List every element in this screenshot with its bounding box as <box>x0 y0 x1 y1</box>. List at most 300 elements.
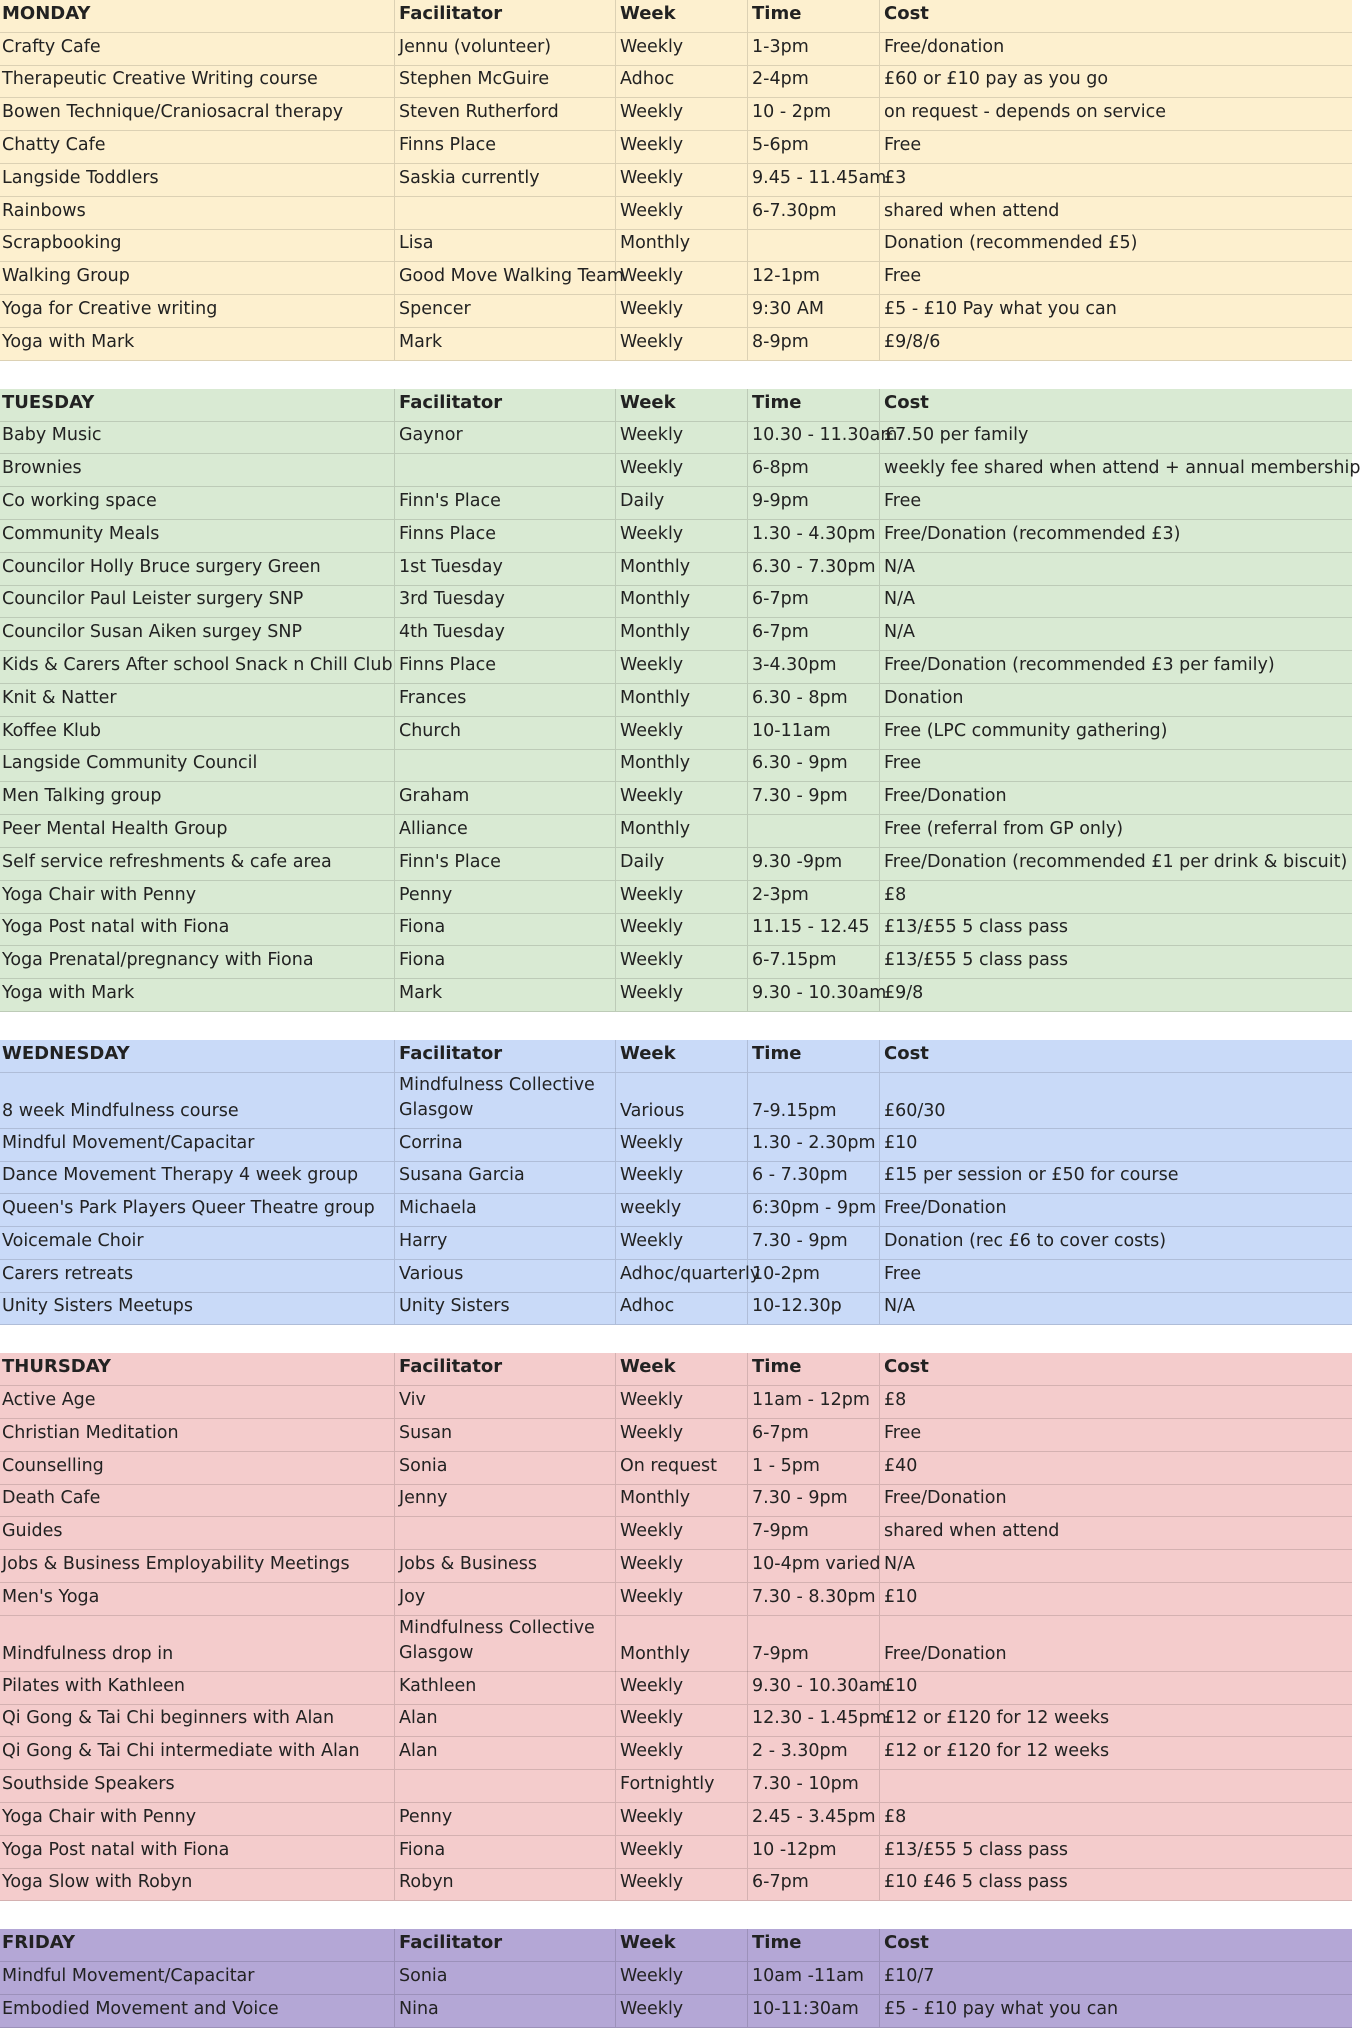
facilitator-cell[interactable] <box>395 848 616 880</box>
week-cell[interactable] <box>616 1672 748 1704</box>
time-cell[interactable] <box>748 1353 880 1385</box>
activity-cell[interactable] <box>0 651 395 683</box>
activity-cell[interactable] <box>0 815 395 847</box>
time-cell[interactable] <box>748 131 880 163</box>
table-row <box>0 230 1352 263</box>
week-text: Fortnightly <box>620 1774 715 1795</box>
time-cell[interactable] <box>748 848 880 880</box>
time-cell[interactable] <box>748 1227 880 1259</box>
facilitator-cell[interactable] <box>395 422 616 454</box>
week-cell[interactable] <box>616 1869 748 1901</box>
activity-cell[interactable] <box>0 454 395 486</box>
time-cell[interactable] <box>748 1040 880 1072</box>
activity-cell[interactable] <box>0 1419 395 1451</box>
facilitator-cell[interactable] <box>395 98 616 130</box>
week-cell[interactable] <box>616 553 748 585</box>
cost-cell[interactable] <box>880 1672 1352 1704</box>
time-cell[interactable] <box>748 33 880 65</box>
activity-cell[interactable] <box>0 328 395 360</box>
time-cell[interactable] <box>748 1583 880 1615</box>
week-cell[interactable] <box>616 651 748 683</box>
cost-cell[interactable] <box>880 1962 1352 1994</box>
time-cell[interactable] <box>748 1162 880 1194</box>
cost-cell[interactable] <box>880 131 1352 163</box>
week-cell[interactable] <box>616 782 748 814</box>
week-cell[interactable] <box>616 618 748 650</box>
time-cell[interactable] <box>748 1517 880 1549</box>
facilitator-cell[interactable] <box>395 717 616 749</box>
time-cell[interactable] <box>748 1293 880 1325</box>
facilitator-cell[interactable] <box>395 1737 616 1769</box>
facilitator-cell[interactable] <box>395 66 616 98</box>
facilitator-cell[interactable] <box>395 1869 616 1901</box>
facilitator-cell[interactable] <box>395 1194 616 1226</box>
time-cell[interactable] <box>748 1995 880 2027</box>
week-cell[interactable] <box>616 1929 748 1961</box>
cost-cell[interactable] <box>880 1616 1352 1672</box>
time-cell[interactable] <box>748 618 880 650</box>
facilitator-cell[interactable] <box>395 1386 616 1418</box>
week-cell[interactable] <box>616 750 748 782</box>
facilitator-cell[interactable] <box>395 1550 616 1582</box>
week-cell[interactable] <box>616 487 748 519</box>
time-cell[interactable] <box>748 914 880 946</box>
cost-cell[interactable] <box>880 389 1352 421</box>
time-cell[interactable] <box>748 1073 880 1129</box>
cost-cell[interactable] <box>880 782 1352 814</box>
time-cell[interactable] <box>748 422 898 454</box>
facilitator-cell[interactable] <box>395 881 616 913</box>
activity-cell[interactable] <box>0 1452 395 1484</box>
time-text: Time <box>752 1932 802 1954</box>
cost-cell[interactable] <box>880 1705 1352 1737</box>
cost-text: £13/£55 5 class pass <box>884 917 1069 938</box>
cost-cell[interactable] <box>880 262 1352 294</box>
time-cell[interactable] <box>748 1770 880 1802</box>
time-cell[interactable] <box>748 1550 880 1582</box>
facilitator-cell[interactable] <box>395 1517 616 1549</box>
cost-cell[interactable] <box>880 520 1352 552</box>
time-cell[interactable] <box>748 262 880 294</box>
cost-cell[interactable] <box>880 1550 1352 1582</box>
cost-cell[interactable] <box>880 98 1352 130</box>
week-cell[interactable] <box>616 295 748 327</box>
facilitator-cell[interactable] <box>395 914 616 946</box>
time-cell[interactable] <box>748 553 880 585</box>
time-cell[interactable] <box>748 1836 880 1868</box>
time-cell[interactable] <box>748 389 880 421</box>
activity-cell[interactable] <box>0 1616 395 1672</box>
activity-cell[interactable] <box>0 1962 395 1994</box>
cost-text: Cost <box>884 1356 929 1378</box>
time-cell[interactable] <box>748 328 880 360</box>
week-cell[interactable] <box>616 1995 748 2027</box>
activity-cell[interactable] <box>0 66 395 98</box>
week-cell[interactable] <box>616 164 748 196</box>
week-cell[interactable] <box>616 1452 748 1484</box>
activity-cell[interactable] <box>0 1705 395 1737</box>
week-cell[interactable] <box>616 454 748 486</box>
facilitator-cell[interactable] <box>395 979 616 1011</box>
activity-cell[interactable] <box>0 946 395 978</box>
cost-cell[interactable] <box>880 1073 1352 1129</box>
week-cell[interactable] <box>616 1737 748 1769</box>
cost-cell[interactable] <box>880 881 1352 913</box>
facilitator-cell[interactable] <box>395 1583 616 1615</box>
week-cell[interactable] <box>616 1583 748 1615</box>
week-cell[interactable] <box>616 684 748 716</box>
activity-cell[interactable] <box>0 0 395 32</box>
time-cell[interactable] <box>748 1705 887 1737</box>
time-cell[interactable] <box>748 230 880 262</box>
activity-cell[interactable] <box>0 1293 395 1325</box>
cost-cell[interactable] <box>880 979 1352 1011</box>
week-cell[interactable] <box>616 1803 748 1835</box>
activity-cell[interactable] <box>0 1929 395 1961</box>
week-cell[interactable] <box>616 586 748 618</box>
week-cell[interactable] <box>616 815 748 847</box>
cost-cell[interactable] <box>880 164 1352 196</box>
activity-cell[interactable] <box>0 164 395 196</box>
week-cell[interactable] <box>616 1962 748 1994</box>
cost-cell[interactable] <box>880 422 1352 454</box>
activity-cell[interactable] <box>0 1227 395 1259</box>
facilitator-cell[interactable] <box>395 197 616 229</box>
time-cell[interactable] <box>748 750 880 782</box>
activity-cell[interactable] <box>0 1386 395 1418</box>
week-cell[interactable] <box>616 1353 748 1385</box>
week-cell[interactable] <box>616 1836 748 1868</box>
activity-cell[interactable] <box>0 520 395 552</box>
activity-cell[interactable] <box>0 1260 395 1292</box>
activity-cell[interactable] <box>0 1353 395 1385</box>
facilitator-cell[interactable] <box>395 1995 616 2027</box>
facilitator-cell[interactable] <box>395 520 616 552</box>
cost-cell[interactable] <box>880 914 1352 946</box>
activity-cell[interactable] <box>0 848 395 880</box>
time-cell[interactable] <box>748 946 880 978</box>
cost-cell[interactable] <box>880 1995 1352 2027</box>
week-cell[interactable] <box>616 1073 748 1129</box>
facilitator-cell[interactable] <box>395 164 616 196</box>
facilitator-cell[interactable] <box>395 1129 616 1161</box>
time-text: 10 - 2pm <box>752 102 831 123</box>
facilitator-cell[interactable] <box>395 0 616 32</box>
week-cell[interactable] <box>616 1705 748 1737</box>
week-cell[interactable] <box>616 1129 748 1161</box>
cost-cell[interactable] <box>880 684 1352 716</box>
facilitator-cell[interactable] <box>395 815 616 847</box>
cost-cell[interactable] <box>880 1737 1352 1769</box>
cost-cell[interactable] <box>880 717 1352 749</box>
week-cell[interactable] <box>616 197 748 229</box>
week-cell[interactable] <box>616 1485 748 1517</box>
cost-cell[interactable] <box>880 586 1352 618</box>
table-row <box>0 66 1352 99</box>
time-cell[interactable] <box>748 1260 880 1292</box>
cost-cell[interactable] <box>880 553 1352 585</box>
time-cell[interactable] <box>748 98 880 130</box>
cost-text: £12 or £120 for 12 weeks <box>884 1741 1110 1762</box>
facilitator-cell[interactable] <box>395 1803 616 1835</box>
cost-cell[interactable] <box>880 618 1352 650</box>
cost-cell[interactable] <box>880 1129 1352 1161</box>
facilitator-cell[interactable] <box>395 1073 616 1129</box>
week-cell[interactable] <box>616 389 748 421</box>
cost-cell[interactable] <box>880 66 1352 98</box>
time-cell[interactable] <box>748 1737 880 1769</box>
cost-cell[interactable] <box>880 1419 1352 1451</box>
activity-cell[interactable] <box>0 295 395 327</box>
week-cell[interactable] <box>616 1386 748 1418</box>
activity-cell[interactable] <box>0 262 395 294</box>
cost-cell[interactable] <box>880 1353 1352 1385</box>
cost-cell[interactable] <box>880 1770 1352 1802</box>
activity-cell[interactable] <box>0 914 395 946</box>
facilitator-cell[interactable] <box>395 1040 616 1072</box>
facilitator-cell[interactable] <box>395 1672 616 1704</box>
week-cell[interactable] <box>616 914 748 946</box>
cost-cell[interactable] <box>880 1162 1352 1194</box>
cost-cell[interactable] <box>880 946 1352 978</box>
cost-cell[interactable] <box>880 1452 1352 1484</box>
week-cell[interactable] <box>616 1293 748 1325</box>
activity-cell[interactable] <box>0 1770 395 1802</box>
cost-cell[interactable] <box>880 1583 1352 1615</box>
activity-text: Queen's Park Players Queer Theatre group <box>2 1198 375 1219</box>
activity-cell[interactable] <box>0 750 395 782</box>
time-cell[interactable] <box>748 1386 880 1418</box>
activity-cell[interactable] <box>0 1129 395 1161</box>
activity-cell[interactable] <box>0 1869 395 1901</box>
activity-cell[interactable] <box>0 684 395 716</box>
activity-cell[interactable] <box>0 782 395 814</box>
time-cell[interactable] <box>748 1672 887 1704</box>
facilitator-cell[interactable] <box>395 1962 616 1994</box>
cost-cell[interactable] <box>880 295 1352 327</box>
time-cell[interactable] <box>748 782 880 814</box>
activity-cell[interactable] <box>0 1995 395 2027</box>
cost-cell[interactable] <box>880 1293 1352 1325</box>
activity-cell[interactable] <box>0 1583 395 1615</box>
time-cell[interactable] <box>748 1452 880 1484</box>
facilitator-cell[interactable] <box>395 618 616 650</box>
time-cell[interactable] <box>748 1803 880 1835</box>
facilitator-cell[interactable] <box>395 328 616 360</box>
time-cell[interactable] <box>748 487 880 519</box>
cost-cell[interactable] <box>880 1869 1352 1901</box>
time-cell[interactable] <box>748 717 880 749</box>
week-cell[interactable] <box>616 328 748 360</box>
time-cell[interactable] <box>748 1194 880 1226</box>
facilitator-cell[interactable] <box>395 262 624 294</box>
activity-cell[interactable] <box>0 33 395 65</box>
week-cell[interactable] <box>616 1419 748 1451</box>
activity-cell[interactable] <box>0 230 395 262</box>
facilitator-cell[interactable] <box>395 1353 616 1385</box>
activity-cell[interactable] <box>0 1836 395 1868</box>
week-cell[interactable] <box>616 1616 748 1672</box>
time-cell[interactable] <box>748 520 880 552</box>
cost-cell[interactable] <box>880 454 1360 486</box>
time-cell[interactable] <box>748 979 887 1011</box>
week-cell[interactable] <box>616 848 748 880</box>
cost-cell[interactable] <box>880 328 1352 360</box>
week-cell[interactable] <box>616 0 748 32</box>
activity-cell[interactable] <box>0 1737 395 1769</box>
cost-cell[interactable] <box>880 1386 1352 1418</box>
facilitator-cell[interactable] <box>395 946 616 978</box>
facilitator-cell[interactable] <box>395 1227 616 1259</box>
activity-text: Peer Mental Health Group <box>2 818 228 839</box>
facilitator-cell[interactable] <box>395 230 616 262</box>
facilitator-cell[interactable] <box>395 454 616 486</box>
time-cell[interactable] <box>748 651 880 683</box>
cost-cell[interactable] <box>880 848 1352 880</box>
time-cell[interactable] <box>748 1419 880 1451</box>
time-cell[interactable] <box>748 881 880 913</box>
cost-text: Free <box>884 753 922 774</box>
activity-cell[interactable] <box>0 487 395 519</box>
activity-cell[interactable] <box>0 1803 395 1835</box>
time-cell[interactable] <box>748 1616 880 1672</box>
week-cell[interactable] <box>616 1770 748 1802</box>
cost-cell[interactable] <box>880 230 1352 262</box>
time-cell[interactable] <box>748 1129 880 1161</box>
cost-cell[interactable] <box>880 487 1352 519</box>
facilitator-cell[interactable] <box>395 1929 616 1961</box>
facilitator-cell[interactable] <box>395 487 616 519</box>
week-cell[interactable] <box>616 66 748 98</box>
activity-cell[interactable] <box>0 979 395 1011</box>
activity-cell[interactable] <box>0 717 395 749</box>
time-cell[interactable] <box>748 454 880 486</box>
cost-cell[interactable] <box>880 0 1352 32</box>
facilitator-cell[interactable] <box>395 1705 616 1737</box>
time-cell[interactable] <box>748 295 880 327</box>
facilitator-cell[interactable] <box>395 1770 616 1802</box>
activity-cell[interactable] <box>0 1550 395 1582</box>
time-cell[interactable] <box>748 0 880 32</box>
facilitator-cell[interactable] <box>395 782 616 814</box>
time-text: 12.30 - 1.45pm <box>752 1708 887 1729</box>
facilitator-cell[interactable] <box>395 1452 616 1484</box>
cost-cell[interactable] <box>880 1836 1352 1868</box>
activity-cell[interactable] <box>0 1194 395 1226</box>
activity-cell[interactable] <box>0 618 395 650</box>
cost-cell[interactable] <box>880 1929 1352 1961</box>
facilitator-cell[interactable] <box>395 1419 616 1451</box>
week-cell[interactable] <box>616 946 748 978</box>
cost-cell[interactable] <box>880 33 1352 65</box>
facilitator-cell[interactable] <box>395 1616 616 1672</box>
cost-cell[interactable] <box>880 1227 1352 1259</box>
facilitator-cell[interactable] <box>395 131 616 163</box>
week-text: Various <box>620 1100 685 1121</box>
week-cell[interactable] <box>616 979 748 1011</box>
facilitator-cell[interactable] <box>395 553 616 585</box>
activity-cell[interactable] <box>0 1517 395 1549</box>
facilitator-cell[interactable] <box>395 295 616 327</box>
time-cell[interactable] <box>748 66 880 98</box>
facilitator-cell[interactable] <box>395 651 616 683</box>
facilitator-cell[interactable] <box>395 1260 616 1292</box>
time-cell[interactable] <box>748 586 880 618</box>
cost-cell[interactable] <box>880 1040 1352 1072</box>
time-cell[interactable] <box>748 684 880 716</box>
activity-cell[interactable] <box>0 131 395 163</box>
facilitator-cell[interactable] <box>395 684 616 716</box>
cost-text: £8 <box>884 1390 907 1411</box>
facilitator-cell[interactable] <box>395 33 616 65</box>
facilitator-cell[interactable] <box>395 586 616 618</box>
activity-cell[interactable] <box>0 197 395 229</box>
facilitator-cell[interactable] <box>395 389 616 421</box>
week-cell[interactable] <box>616 1040 748 1072</box>
week-cell[interactable] <box>616 262 748 294</box>
time-cell[interactable] <box>748 1962 880 1994</box>
week-cell[interactable] <box>616 1162 748 1194</box>
cost-cell[interactable] <box>880 1260 1352 1292</box>
week-cell[interactable] <box>616 1260 761 1292</box>
week-cell[interactable] <box>616 422 748 454</box>
activity-cell[interactable] <box>0 1040 395 1072</box>
cost-cell[interactable] <box>880 1803 1352 1835</box>
activity-cell[interactable] <box>0 881 395 913</box>
week-cell[interactable] <box>616 881 748 913</box>
week-cell[interactable] <box>616 33 748 65</box>
facilitator-cell[interactable] <box>395 1293 616 1325</box>
activity-cell[interactable] <box>0 586 395 618</box>
cost-cell[interactable] <box>880 750 1352 782</box>
time-cell[interactable] <box>748 1869 880 1901</box>
cost-cell[interactable] <box>880 651 1352 683</box>
week-cell[interactable] <box>616 131 748 163</box>
week-cell[interactable] <box>616 230 748 262</box>
time-cell[interactable] <box>748 1929 880 1961</box>
activity-cell[interactable] <box>0 1073 395 1129</box>
activity-cell[interactable] <box>0 1485 395 1517</box>
time-cell[interactable] <box>748 1485 880 1517</box>
facilitator-cell[interactable] <box>395 750 616 782</box>
facilitator-cell[interactable] <box>395 1162 616 1194</box>
week-cell[interactable] <box>616 1550 748 1582</box>
activity-cell[interactable] <box>0 98 395 130</box>
cost-cell[interactable] <box>880 1485 1352 1517</box>
activity-cell[interactable] <box>0 389 395 421</box>
week-cell[interactable] <box>616 1227 748 1259</box>
cost-cell[interactable] <box>880 197 1352 229</box>
week-cell[interactable] <box>616 98 748 130</box>
time-cell[interactable] <box>748 197 880 229</box>
activity-cell[interactable] <box>0 422 395 454</box>
activity-cell[interactable] <box>0 1672 395 1704</box>
week-cell[interactable] <box>616 1517 748 1549</box>
week-cell[interactable] <box>616 717 748 749</box>
cost-cell[interactable] <box>880 1517 1352 1549</box>
week-cell[interactable] <box>616 1194 748 1226</box>
time-cell[interactable] <box>748 164 887 196</box>
week-cell[interactable] <box>616 520 748 552</box>
activity-text: Pilates with Kathleen <box>2 1675 185 1696</box>
cost-cell[interactable] <box>880 815 1352 847</box>
facilitator-cell[interactable] <box>395 1485 616 1517</box>
time-cell[interactable] <box>748 815 880 847</box>
facilitator-cell[interactable] <box>395 1836 616 1868</box>
activity-cell[interactable] <box>0 553 395 585</box>
cost-cell[interactable] <box>880 1194 1352 1226</box>
activity-cell[interactable] <box>0 1162 395 1194</box>
